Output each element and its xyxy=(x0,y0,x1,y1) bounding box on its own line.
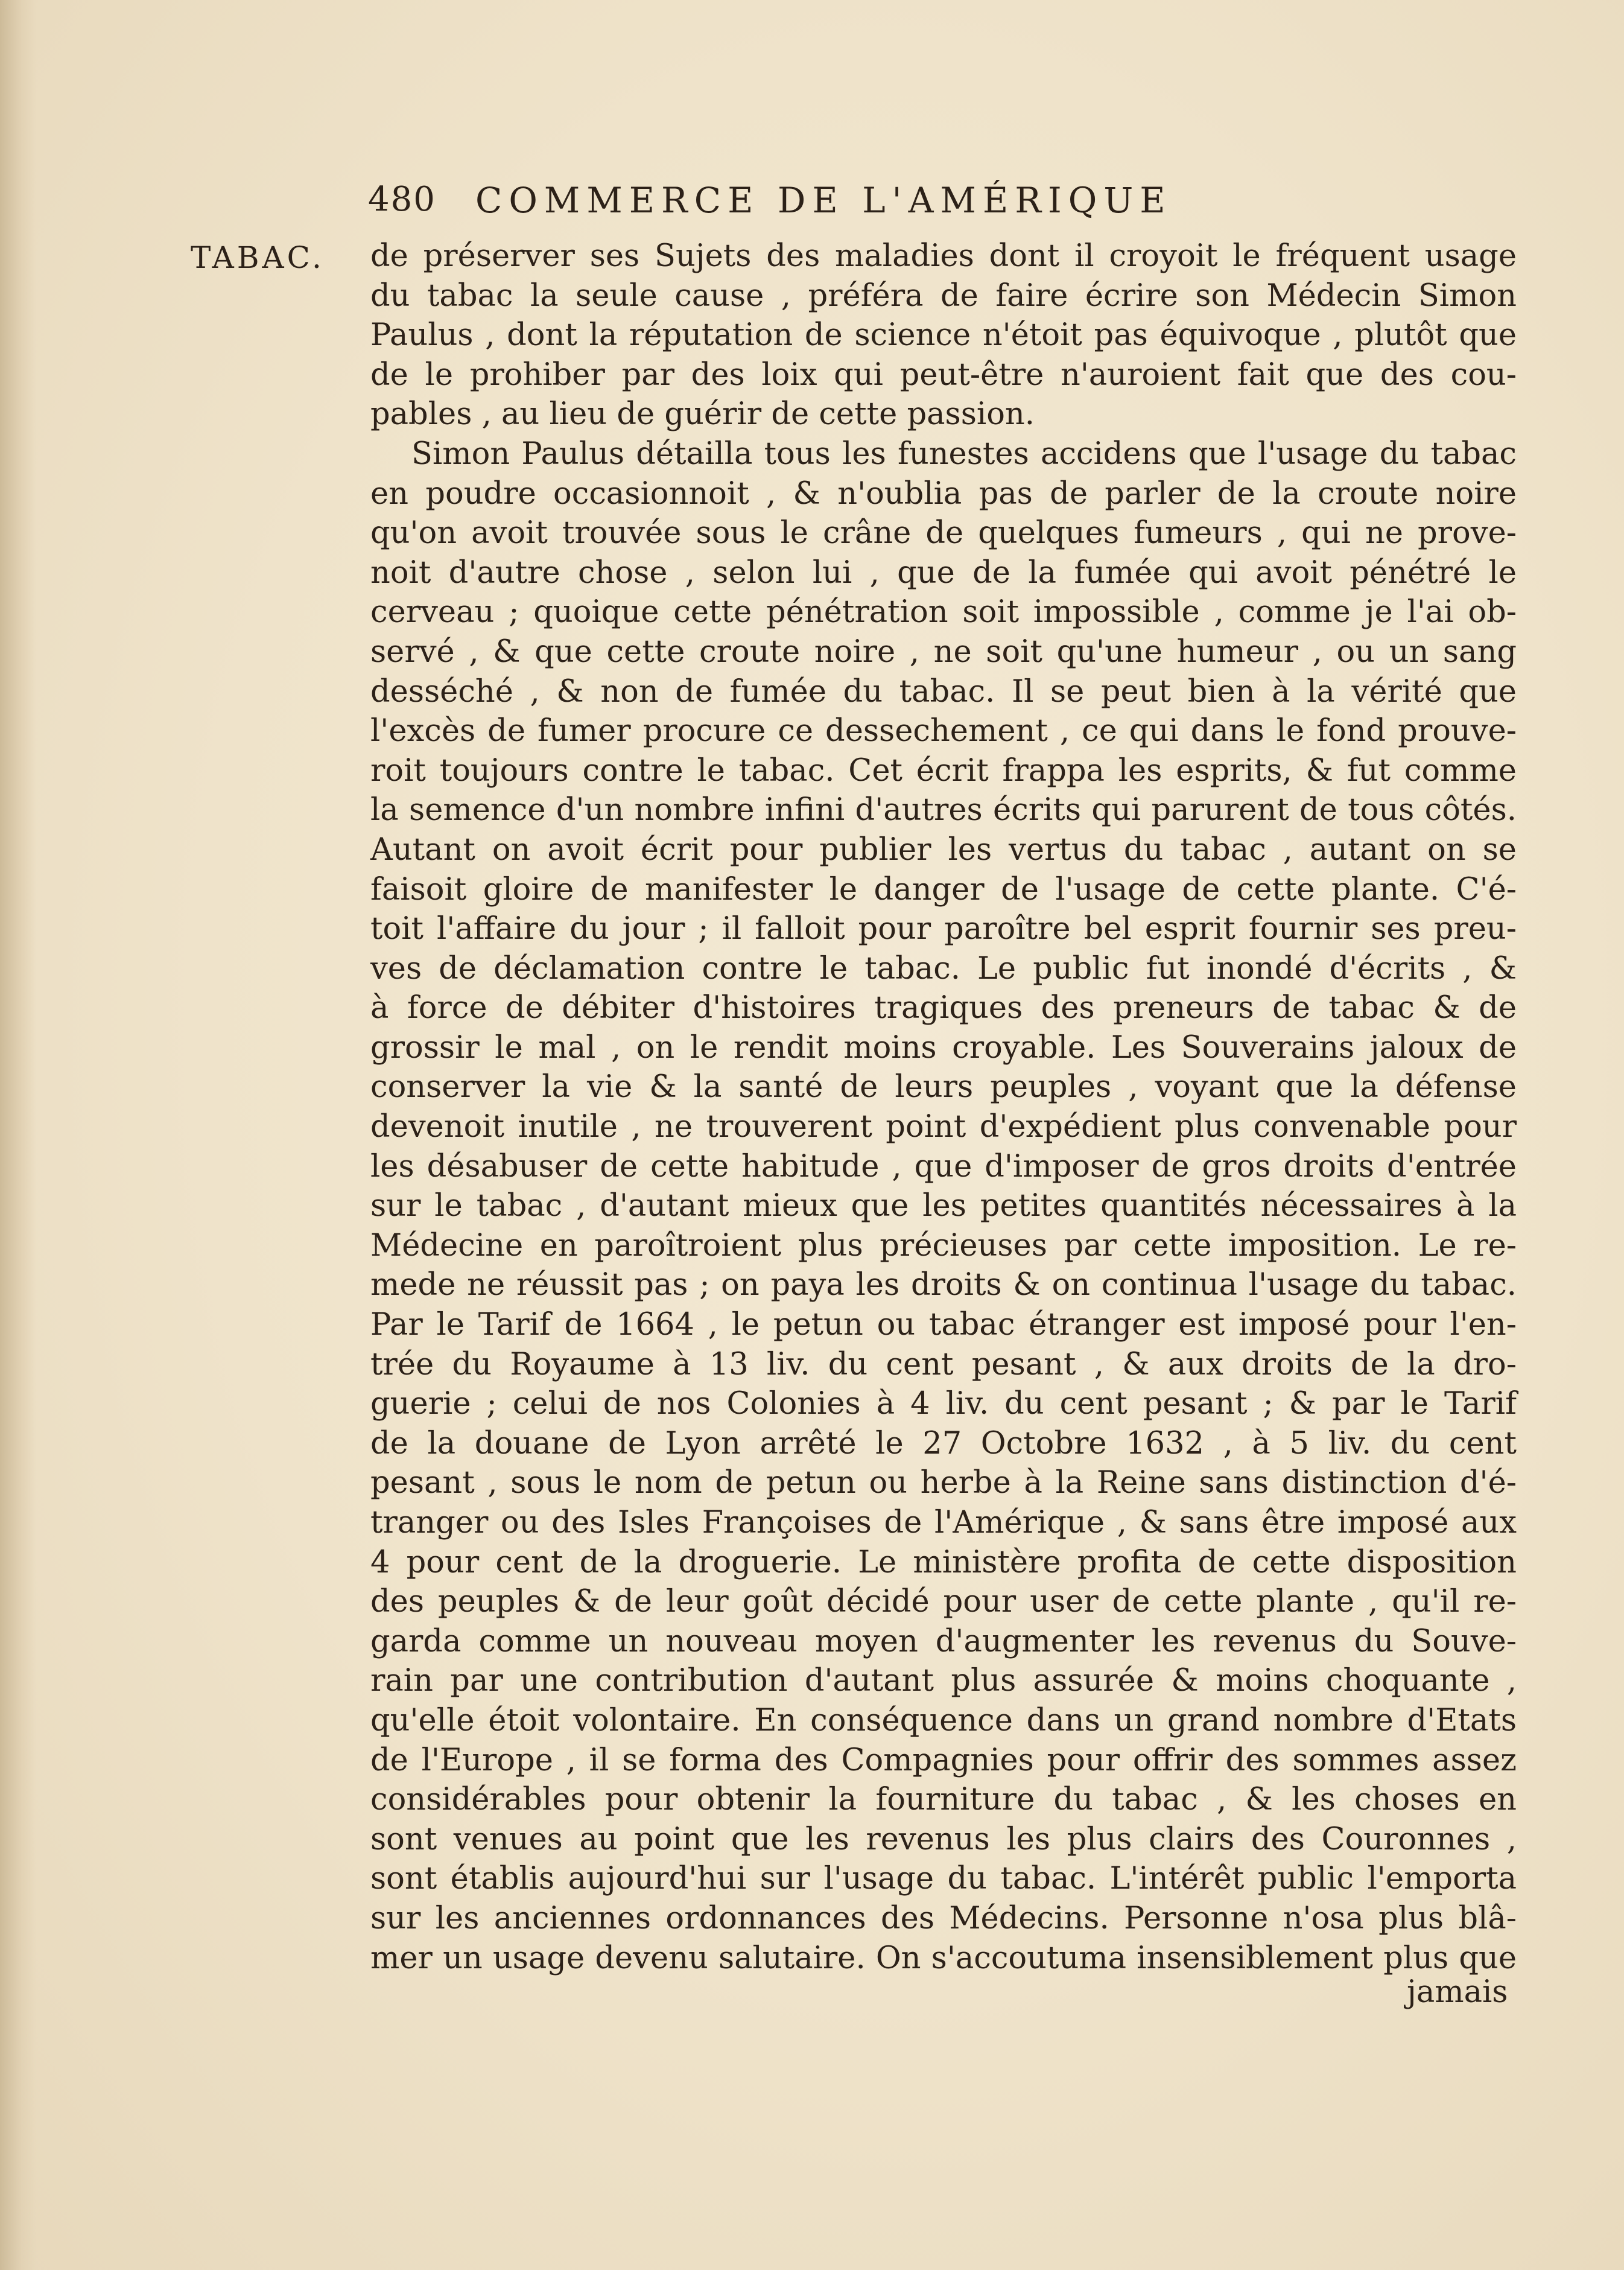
text-line: sont établis aujourd'hui sur l'usage du tabac. L'intérêt public l'emporta xyxy=(370,1861,1517,1897)
text-line: servé , & que cette croute noire , ne soit qu'une humeur , ou un sang xyxy=(370,634,1517,670)
text-line: devenoit inutile , ne trouverent point d'expédient plus convenable pour xyxy=(370,1109,1517,1145)
text-line: cerveau ; quoique cette pénétration soit impossible , comme je l'ai ob- xyxy=(370,594,1517,631)
text-line: tranger ou des Isles Françoises de l'Amérique , & sans être imposé aux xyxy=(370,1505,1517,1540)
text-line: sont venues au point que les revenus les plus clairs des Couronnes , xyxy=(370,1821,1517,1857)
text-line: en poudre occasionnoit , & n'oublia pas de parler de la croute noire xyxy=(370,475,1517,512)
running-header xyxy=(368,180,1363,234)
text-line: la semence d'un nombre infini d'autres écrits qui parurent de tous côtés. xyxy=(370,792,1517,828)
page-gutter-shadow xyxy=(0,0,36,2270)
text-line: du tabac la seule cause , préféra de faire écrire son Médecin Simon xyxy=(370,278,1517,314)
text-line: mer un usage devenu salutaire. On s'accoutuma insensiblement plus que xyxy=(370,1940,1517,1976)
text-line: ves de déclamation contre le tabac. Le public fut inondé d'écrits , & xyxy=(370,950,1517,987)
text-line: l'excès de fumer procure ce dessechement , ce qui dans le fond prouve- xyxy=(370,713,1517,749)
text-line: sur le tabac , d'autant mieux que les petites quantités nécessaires à la xyxy=(370,1188,1517,1224)
text-line: les désabuser de cette habitude , que d'imposer de gros droits d'entrée xyxy=(370,1148,1517,1184)
text-line: trée du Royaume à 13 liv. du cent pesant , & aux droits de la dro- xyxy=(370,1346,1517,1382)
text-line: considérables pour obtenir la fourniture du tabac , & les choses en xyxy=(370,1782,1517,1818)
text-line: de préserver ses Sujets des maladies dont il croyoit le fréquent usage xyxy=(370,238,1517,274)
text-line: mede ne réussit pas ; on paya les droits & on continua l'usage du tabac. xyxy=(370,1267,1517,1303)
text-line: de le prohiber par des loix qui peut-être n'auroient fait que des cou- xyxy=(370,357,1517,393)
text-line: à force de débiter d'histoires tragiques des preneurs de tabac & de xyxy=(370,990,1517,1026)
text-line: rain par une contribution d'autant plus assurée & moins choquante , xyxy=(370,1663,1517,1699)
text-line: Simon Paulus détailla tous les funestes accidens que l'usage du tabac xyxy=(411,436,1517,472)
text-line: de la douane de Lyon arrêté le 27 Octobre 1632 , à 5 liv. du cent xyxy=(370,1425,1517,1461)
text-line: Médecine en paroîtroient plus précieuses par cette imposition. Le re- xyxy=(370,1227,1517,1264)
text-line: grossir le mal , on le rendit moins croyable. Les Souverains jaloux de xyxy=(370,1029,1517,1066)
text-line: pables , au lieu de guérir de cette passion. xyxy=(370,396,1035,433)
text-line: Paulus , dont la réputation de science n'étoit pas équivoque , plutôt que xyxy=(370,317,1517,354)
text-line: garda comme un nouveau moyen d'augmenter les revenus du Souve- xyxy=(370,1623,1517,1659)
text-line: noit d'autre chose , selon lui , que de la fumée qui avoit pénétré le xyxy=(370,555,1517,591)
text-line: roit toujours contre le tabac. Cet écrit frappa les esprits, & fut comme xyxy=(370,752,1517,789)
text-line: pesant , sous le nom de petun ou herbe à la Reine sans distinction d'é- xyxy=(370,1465,1517,1501)
body-text xyxy=(370,237,1517,1978)
text-line: des peuples & de leur goût décidé pour user de cette plante , qu'il re- xyxy=(370,1584,1517,1620)
text-line: Par le Tarif de 1664 , le petun ou tabac étranger est imposé pour l'en- xyxy=(370,1307,1517,1343)
text-line: qu'on avoit trouvée sous le crâne de quelques fumeurs , qui ne prove- xyxy=(370,515,1517,552)
text-line: Autant on avoit écrit pour publier les vertus du tabac , autant on se xyxy=(370,831,1517,868)
text-line: sur les anciennes ordonnances des Médecins. Personne n'osa plus blâ- xyxy=(370,1900,1517,1936)
text-line: desséché , & non de fumée du tabac. Il se peut bien à la vérité que xyxy=(370,673,1517,710)
page-number: 480 xyxy=(368,180,436,219)
text-line: conserver la vie & la santé de leurs peuples , voyant que la défense xyxy=(370,1069,1517,1105)
text-line: 4 pour cent de la droguerie. Le ministère profita de cette disposition xyxy=(370,1544,1517,1580)
text-line: guerie ; celui de nos Colonies à 4 liv. du cent pesant ; & par le Tarif xyxy=(370,1386,1517,1422)
text-line: faisoit gloire de manifester le danger de l'usage de cette plante. C'é- xyxy=(370,871,1517,908)
text-line: de l'Europe , il se forma des Compagnies pour offrir des sommes assez xyxy=(370,1742,1517,1778)
marginal-note: TABAC. xyxy=(191,240,325,275)
catchword: jamais xyxy=(1407,1974,1508,2010)
running-title: COMMERCE DE L'AMÉRIQUE xyxy=(475,180,1172,221)
text-line: toit l'affaire du jour ; il falloit pour paroître bel esprit fournir ses preu- xyxy=(370,911,1517,947)
text-line: qu'elle étoit volontaire. En conséquence dans un grand nombre d'Etats xyxy=(370,1702,1517,1738)
